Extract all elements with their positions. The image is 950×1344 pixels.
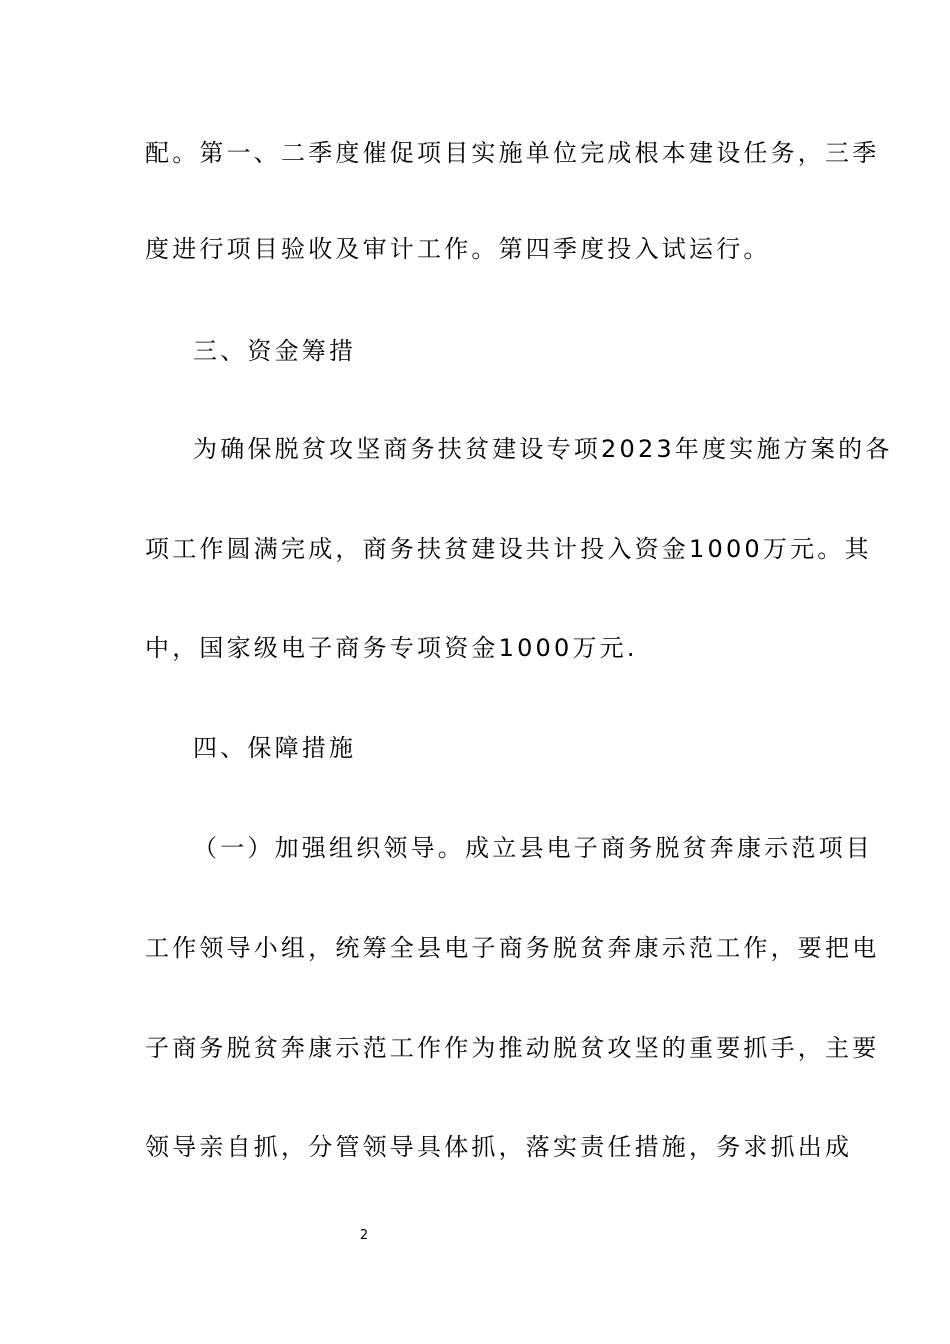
paragraph-line: （一）加强组织领导。成立县电子商务脱贫奔康示范项目 — [193, 834, 873, 862]
paragraph-line: 配。第一、二季度催促项目实施单位完成根本建设任务，三季 — [145, 139, 880, 167]
paragraph-line: 工作领导小组，统筹全县电子商务脱贫奔康示范工作，要把电 — [145, 934, 880, 962]
paragraph-line: 中，国家级电子商务专项资金1000万元. — [145, 634, 638, 662]
paragraph-line: 度进行项目验收及审计工作。第四季度投入试运行。 — [145, 235, 771, 263]
section-heading-funding: 三、资金筹措 — [193, 337, 357, 365]
page-number: 2 — [359, 1228, 369, 1243]
paragraph-line: 子商务脱贫奔康示范工作作为推动脱贫攻坚的重要抓手，主要 — [145, 1034, 880, 1062]
paragraph-line: 为确保脱贫攻坚商务扶贫建设专项2023年度实施方案的各 — [193, 435, 893, 463]
section-heading-measures: 四、保障措施 — [193, 734, 357, 762]
paragraph-line: 领导亲自抓，分管领导具体抓，落实责任措施，务求抓出成 — [145, 1133, 853, 1161]
paragraph-line: 项工作圆满完成，商务扶贫建设共计投入资金1000万元。其 — [145, 535, 872, 563]
